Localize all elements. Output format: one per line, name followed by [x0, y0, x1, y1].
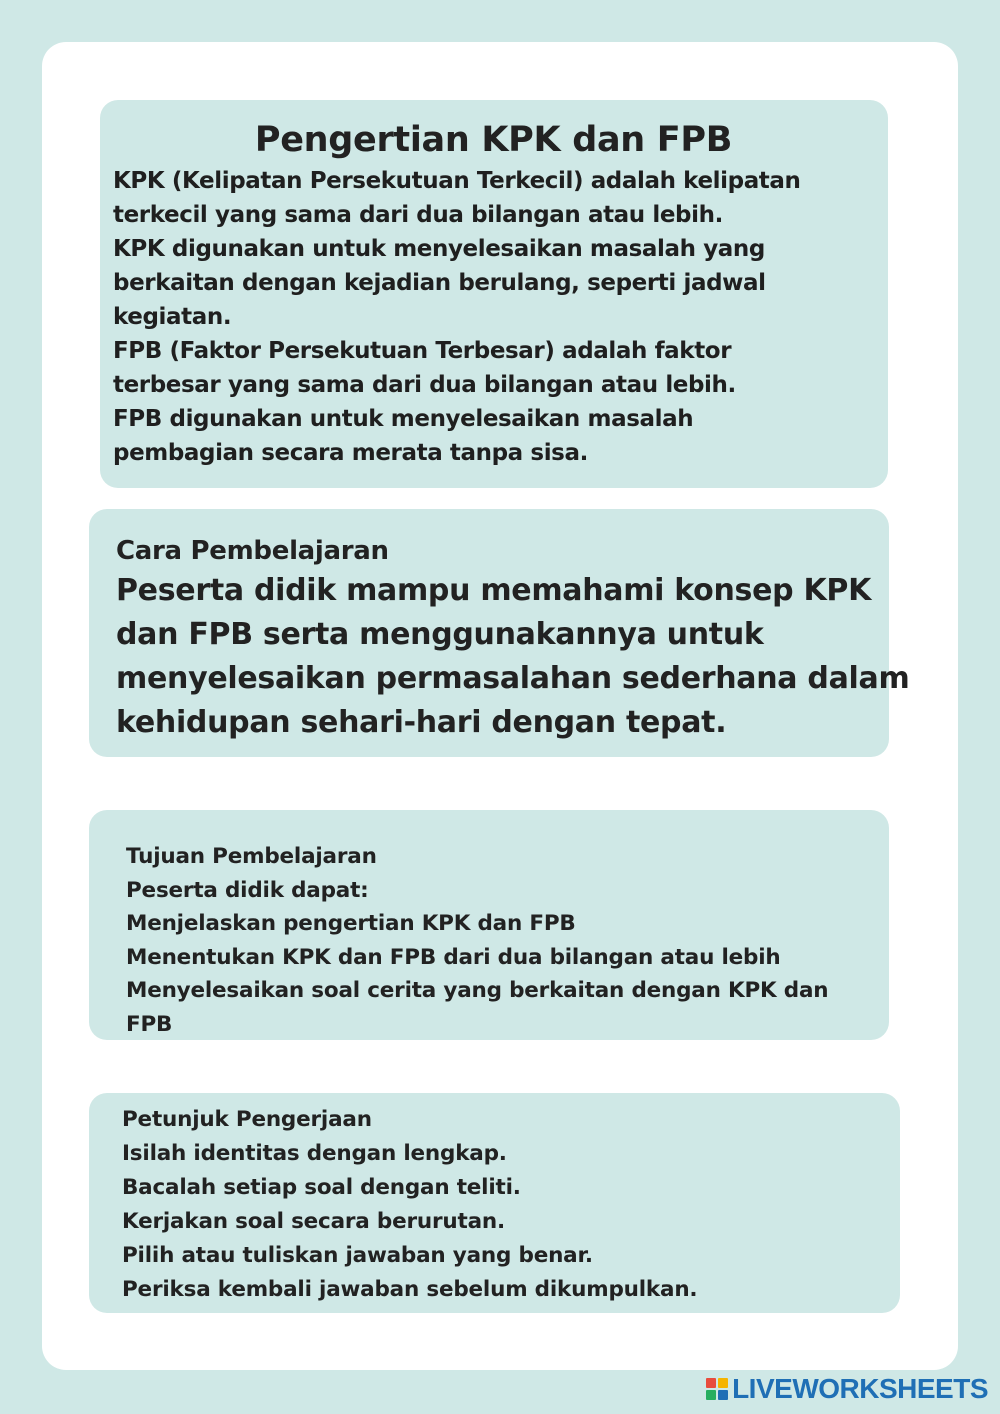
instructions-line: Kerjakan soal secara berurutan. [122, 1209, 505, 1234]
definition-line: terbesar yang sama dari dua bilangan atau lebih. [113, 372, 736, 398]
logo-square [718, 1390, 728, 1400]
definition-panel [100, 100, 888, 488]
objectives-line: FPB [126, 1011, 173, 1037]
objectives-line: Menyelesaikan soal cerita yang berkaitan dengan KPK dan [126, 978, 829, 1003]
learning-method-line: Peserta didik mampu memahami konsep KPK [116, 573, 872, 608]
definition-line: kegiatan. [113, 304, 232, 330]
liveworksheets-brand[interactable] [706, 1373, 988, 1405]
definition-line: KPK (Kelipatan Persekutuan Terkecil) adalah kelipatan [113, 168, 801, 194]
definition-line: berkaitan dengan kejadian berulang, seperti jadwal [113, 270, 766, 296]
instructions-line: Pilih atau tuliskan jawaban yang benar. [122, 1243, 593, 1268]
instructions-line: Bacalah setiap soal dengan teliti. [122, 1175, 521, 1200]
objectives-line: Menentukan KPK dan FPB dari dua bilangan atau lebih [126, 944, 781, 970]
instructions-line: Periksa kembali jawaban sebelum dikumpulkan. [122, 1277, 698, 1302]
instructions-heading: Petunjuk Pengerjaan [122, 1107, 372, 1132]
liveworksheets-wordmark: LIVEWORKSHEETS [732, 1373, 988, 1404]
learning-method-heading: Cara Pembelajaran [116, 536, 389, 566]
learning-method-panel [89, 509, 910, 757]
learning-objectives-panel [89, 810, 889, 1040]
definition-line: FPB (Faktor Persekutuan Terbesar) adalah faktor [113, 338, 732, 364]
instructions-line: Isilah identitas dengan lengkap. [122, 1141, 507, 1166]
objectives-line: Peserta didik dapat: [126, 877, 369, 903]
objectives-heading: Tujuan Pembelajaran [126, 844, 377, 869]
learning-method-line: dan FPB serta menggunakannya untuk [116, 617, 764, 652]
learning-method-line: menyelesaikan permasalahan sederhana dalam [116, 661, 910, 696]
instructions-panel [89, 1093, 900, 1313]
definition-line: pembagian secara merata tanpa sisa. [113, 440, 588, 466]
learning-method-line: kehidupan sehari-hari dengan tepat. [116, 705, 727, 740]
definition-title: Pengertian KPK dan FPB [254, 120, 733, 160]
definition-line: terkecil yang sama dari dua bilangan atau lebih. [113, 202, 723, 228]
definition-line: FPB digunakan untuk menyelesaikan masalah [113, 406, 694, 432]
liveworksheets-logo-icon [706, 1378, 728, 1400]
logo-square [718, 1378, 728, 1388]
objectives-line: Menjelaskan pengertian KPK dan FPB [126, 911, 576, 936]
definition-line: KPK digunakan untuk menyelesaikan masalah yang [113, 236, 765, 262]
logo-square [706, 1390, 716, 1400]
logo-square [706, 1378, 716, 1388]
